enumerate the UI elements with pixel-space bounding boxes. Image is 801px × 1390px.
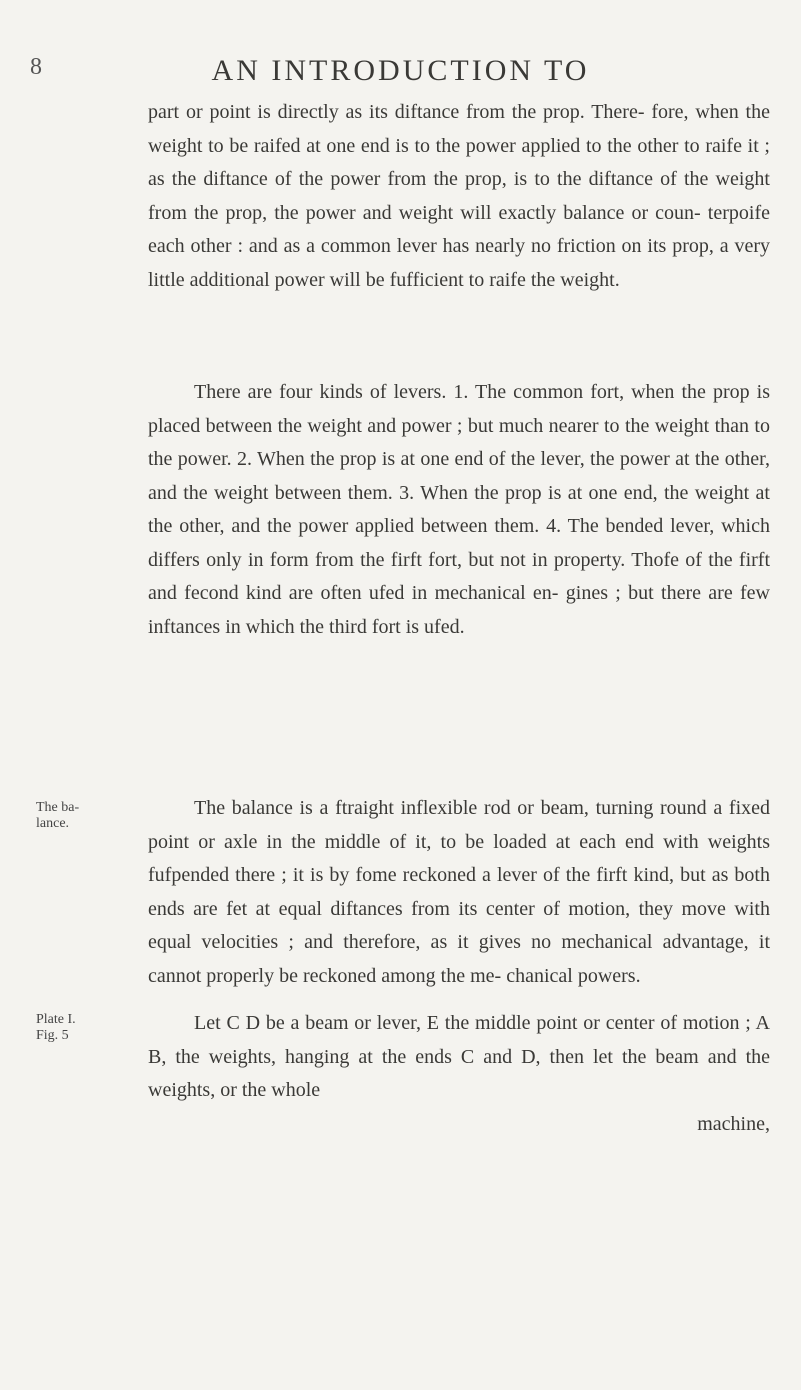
paragraph-2: There are four kinds of levers. 1. The common fort, when the prop is placed between the weight and power ; but much nearer to the weight than to the power. 2. When the prop is at one end of the lever, the power at the other, and the weight between them. 3. When the prop is at one end, the weight at the other, and the power applied between them. 4. The bended lever, which differs only in form from the firft fort, but not in property. Thofe of the firft and fecond kind are often ufed in mechanical en- gines ; but there are few inftances in which the third fort is ufed. bbox=[148, 381, 770, 638]
margin-note-balance bbox=[36, 800, 106, 832]
page-number: 8 bbox=[30, 54, 42, 80]
margin-note-line: Plate I. bbox=[36, 1012, 76, 1027]
margin-note-plate bbox=[36, 1012, 106, 1044]
catchword: machine, bbox=[697, 1112, 770, 1135]
paragraph-1: part or point is directly as its diftance from the prop. There- fore, when the weight to be raifed at one end is to the power applied to the other to raife it ; as the diftance of the power from the prop, is to the diftance of the weight from the prop, the power and weight will exactly balance or coun- terpoife each other : and as a common lever has nearly no friction on its prop, a very little additional power will be fufficient to raife the weight. bbox=[148, 101, 770, 291]
paragraph-4-text: Let C D be a beam or lever, E the middle point or center of motion ; A B, the weights, hanging at the ends C and D, then let the beam and the weights, or the whole bbox=[148, 1012, 770, 1101]
running-head: AN INTRODUCTION TO bbox=[211, 54, 590, 87]
margin-note-line: Fig. 5 bbox=[36, 1028, 69, 1043]
margin-note-line: The ba- bbox=[36, 800, 80, 815]
paragraph-3: The balance is a ftraight inflexible rod or beam, turning round a fixed point or axle in the middle of it, to be loaded at each end with weights fufpended there ; it is by fome reckoned a lever of the firft kind, but as both ends are fet at equal diftances from its center of motion, they move with equal velocities ; and therefore, as it gives no mechanical advantage, it cannot properly be reckoned among the me- chanical powers. bbox=[148, 797, 770, 987]
paragraph-4 bbox=[148, 1007, 770, 1141]
margin-note-line: lance. bbox=[36, 816, 70, 831]
